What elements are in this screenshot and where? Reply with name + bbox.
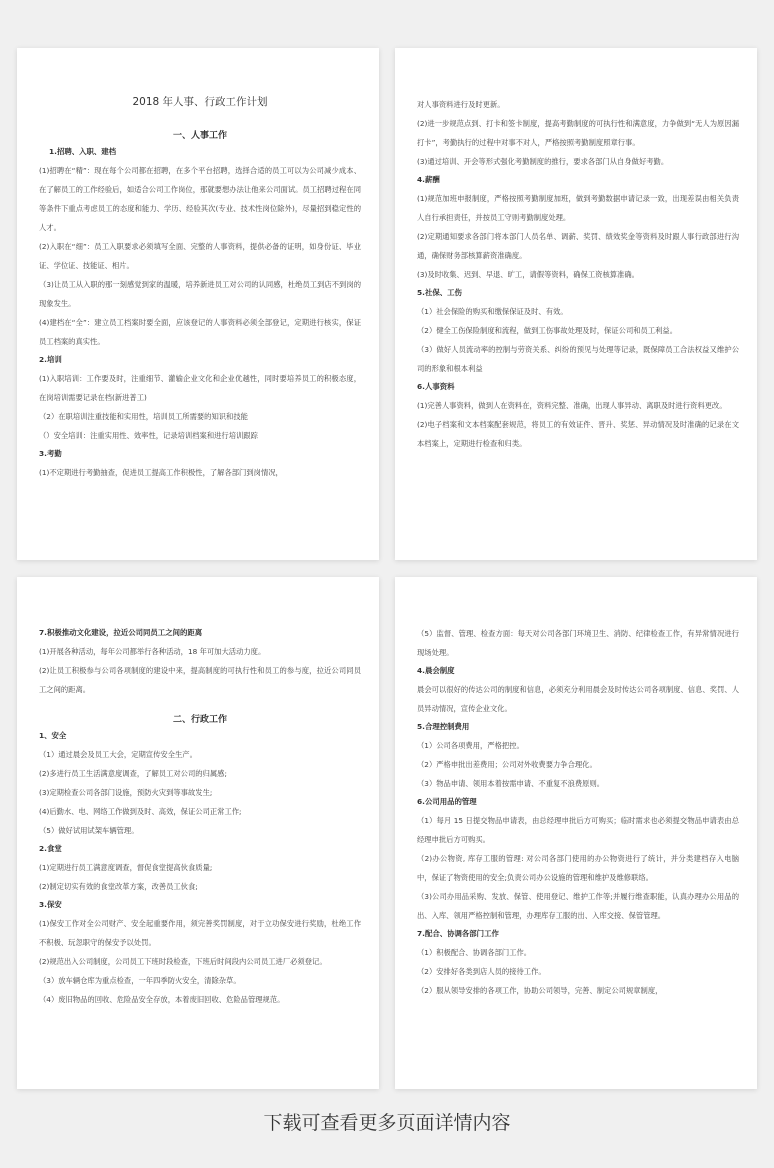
subsection-heading: 3.保安 bbox=[39, 900, 62, 909]
paragraph: （4）废旧物品的回收、危险品安全存放，本着废旧回收、危险品管理规范。 bbox=[39, 995, 285, 1004]
paragraph: （3)公司办用品采购、发放、保管、使用登记、维护工作等;并履行维查职能，认真办理办公用品的出、入库、领用严格控制和管理，办理库存工服的出、入库交接、保管管理。 bbox=[417, 892, 739, 920]
paragraph: (1)规范加班申报制度，严格按照考勤制度加班，做到考勤数据申请记录一致，出现差误由相关负责人自行承担责任，并按员工守则考勤制度处理。 bbox=[417, 194, 739, 222]
paragraph: （2）安排好各类到店人员的接待工作。 bbox=[417, 967, 546, 976]
paragraph: （2)办公物资, 库存工服的管理: 对公司各部门使用的办公物资进行了统计，并分类建档存入电脑中，保证了物资使用的安全;负责公司办公设施的管理和维护及维修联络。 bbox=[417, 854, 739, 882]
paragraph: （1）积极配合、协调各部门工作。 bbox=[417, 948, 532, 957]
paragraph: （1）通过晨会及员工大会，定期宣传安全生产。 bbox=[39, 750, 197, 759]
paragraph: （2）严格申批出差费用；公司对外收费要力争合理化。 bbox=[417, 760, 597, 769]
subsection-heading: 4.薪酬 bbox=[417, 175, 440, 184]
subsection-heading: 2.食堂 bbox=[39, 844, 62, 853]
subsection-heading: 7.配合、协调各部门工作 bbox=[417, 929, 499, 938]
paragraph: (1)开展各种活动，每年公司都举行各种活动，18 年可加大活动力度。 bbox=[39, 647, 266, 656]
subsection-heading: 7.积极推动文化建设，拉近公司同员工之间的距离 bbox=[39, 628, 203, 637]
paragraph: (4)建档在“全”：建立员工档案时要全面，应该登记的人事资料必须全部登记，定期进行核实，保证员工档案的真实性。 bbox=[39, 318, 361, 346]
paragraph: （3）做好人员流动率的控制与劳资关系、纠纷的预见与处理等记录，既保障员工合法权益又维护公司的形象和根本利益 bbox=[417, 345, 739, 373]
page-content bbox=[39, 627, 361, 1009]
paragraph: （1）公司各项费用，严格把控。 bbox=[417, 741, 524, 750]
subsection-heading: 6.公司用品的管理 bbox=[417, 797, 477, 806]
paragraph: （3）放车辆仓库为重点检查，一年四季防火安全，清除杂草。 bbox=[39, 976, 241, 985]
paragraph: （2）健全工伤保险制度和流程，做到工伤事故处理及时，保证公司和员工利益。 bbox=[417, 326, 678, 335]
paragraph: (2)电子档案和文本档案配套规范，将员工的有效证件、晋升、奖惩、异动情况及时准确的记录在文本档案上，定期进行检查和归类。 bbox=[417, 420, 739, 448]
paragraph: （）安全培训：注重实用性、效率性，记录培训档案和进行培训跟踪 bbox=[39, 431, 258, 440]
paragraph: (2)制定切实有效的食堂改革方案，改善员工伙食; bbox=[39, 882, 198, 891]
paragraph: (1)定期进行员工满意度调查，督促食堂提高伙食质量; bbox=[39, 863, 213, 872]
paragraph: (1)保安工作对全公司财产、安全起重要作用，须完善奖罚制度，对于立功保安进行奖励，杜绝工作不积极、玩忽职守的保安予以处罚。 bbox=[39, 919, 361, 947]
paragraph: （5）监督、管理、检查方面：每天对公司各部门环境卫生、消防、纪律检查工作，有异常情况进行现场处理。 bbox=[417, 629, 739, 657]
subsection-heading: 3.考勤 bbox=[39, 449, 62, 458]
section-heading: 一、人事工作 bbox=[172, 131, 227, 141]
subsection-heading: 5.社保、工伤 bbox=[417, 288, 462, 297]
document-page-4 bbox=[395, 577, 757, 1089]
paragraph: （1）社会保险的购买和缴保保证及时、有效。 bbox=[417, 307, 568, 316]
paragraph: （2）在职培训注重技能和实用性，培训员工所需要的知识和技能 bbox=[39, 412, 248, 421]
paragraph: (1)入职培训：工作要及时，注重细节、灌输企业文化和企业优越性，同时要培养员工的积极态度，在岗培训需要记录在档(新进普工) bbox=[39, 374, 361, 402]
subsection-heading: 2.培训 bbox=[39, 355, 62, 364]
paragraph: （5）做好试用试架车辆管理。 bbox=[39, 826, 139, 835]
subsection-heading: 4.晨会制度 bbox=[417, 666, 455, 675]
paragraph: (3)定期检查公司各部门设施，预防火灾到等事故发生; bbox=[39, 788, 213, 797]
paragraph: (2)入职在“细”：员工入职要求必须填写全面、完整的人事资料，提供必备的证明，如身份证、毕业证、学位证、技能证、相片。 bbox=[39, 242, 361, 270]
paragraph: (1)不定期进行考勤抽查，促进员工提高工作积极性，了解各部门到岗情况， bbox=[39, 468, 283, 477]
document-page-2 bbox=[395, 48, 757, 560]
document-page-3 bbox=[17, 577, 379, 1089]
subsection-heading: 1.招聘、入职、建档 bbox=[49, 147, 117, 156]
section-heading: 二、行政工作 bbox=[172, 715, 227, 725]
paragraph: (2)进一步规范点到、打卡和签卡制度，提高考勤制度的可执行性和满意度，力争做到“无人为原因漏打卡”，考勤执行的过程中对事不对人，严格按照考勤制度照章行事。 bbox=[417, 119, 739, 147]
paragraph: (4)后勤水、电、网络工作做到及时、高效，保证公司正常工作; bbox=[39, 807, 242, 816]
document-page-1 bbox=[17, 48, 379, 560]
paragraph: (3)通过培训、开会等形式强化考勤制度的推行，要求各部门从自身做好考勤。 bbox=[417, 157, 669, 166]
paragraph: (1)完善人事资料，做到人在资料在，资料完整、准确，出现人事异动、离职及时进行资料更改。 bbox=[417, 401, 727, 410]
paragraph: (1)招聘在“精”：现在每个公司都在招聘，在多个平台招聘，选择合适的员工可以为公司减少成本、在了解员工的工作经验后，如适合公司工作岗位，那就要想办法让他来公司面试。员工招聘过程在同等条件下重点考虑员工的态度和能力、学历、经验其次(专业、技术性岗位除外)，尽量招到稳定性的人才。 bbox=[39, 166, 361, 232]
paragraph: （1）每月 15 日提交物品申请表，由总经理申批后方可购买；临时需求也必须提交物品申请表由总经理申批后方可购买。 bbox=[417, 816, 739, 844]
paragraph: 晨会可以很好的传达公司的制度和信息，必须充分利用晨会及时传达公司各项制度、信息、奖罚、人员异动情况，宣传企业文化。 bbox=[417, 685, 739, 713]
page-content bbox=[417, 624, 739, 1000]
paragraph: (3)及时收集、迟到、早退、旷工，请假等资料，确保工资核算准确。 bbox=[417, 270, 639, 279]
paragraph: （3)让员工从入职的那一刻感觉到家的温暖，培养新进员工对公司的认同感，杜绝员工到店不到岗的现象发生。 bbox=[39, 280, 361, 308]
page-content bbox=[39, 129, 361, 482]
paragraph: (2)规范出入公司制度，公司员工下班时段检查，下班后时间段内公司员工进厂必须登记。 bbox=[39, 957, 327, 966]
document-title: 2018 年人事、行政工作计划 bbox=[132, 96, 268, 108]
paragraph: (2)让员工积极参与公司各项制度的建设中来，提高制度的可执行性和员工的参与度，拉近公司同员工之间的距离。 bbox=[39, 666, 361, 694]
paragraph: (2)定期通知要求各部门将本部门人员名单、调薪、奖罚、绩效奖金等资料及时跟人事行政部进行沟通，确保财务部核算薪资准确度。 bbox=[417, 232, 739, 260]
paragraph: (2)多进行员工生活满意度调查，了解员工对公司的归属感; bbox=[39, 769, 227, 778]
paragraph: （2）服从领导安排的各项工作，协助公司领导，完善、制定公司规章制度， bbox=[417, 986, 663, 995]
download-more-caption: 下载可查看更多页面详情内容 bbox=[263, 1112, 511, 1134]
subsection-heading: 1、安全 bbox=[39, 731, 67, 740]
paragraph: 对人事资料进行及时更新。 bbox=[417, 100, 505, 109]
subsection-heading: 6.人事资料 bbox=[417, 382, 455, 391]
subsection-heading: 5.合理控制费用 bbox=[417, 722, 470, 731]
page-content bbox=[417, 95, 739, 453]
paragraph: （3）物品申请、领用本着按需申请、不重复不浪费原则。 bbox=[417, 779, 605, 788]
